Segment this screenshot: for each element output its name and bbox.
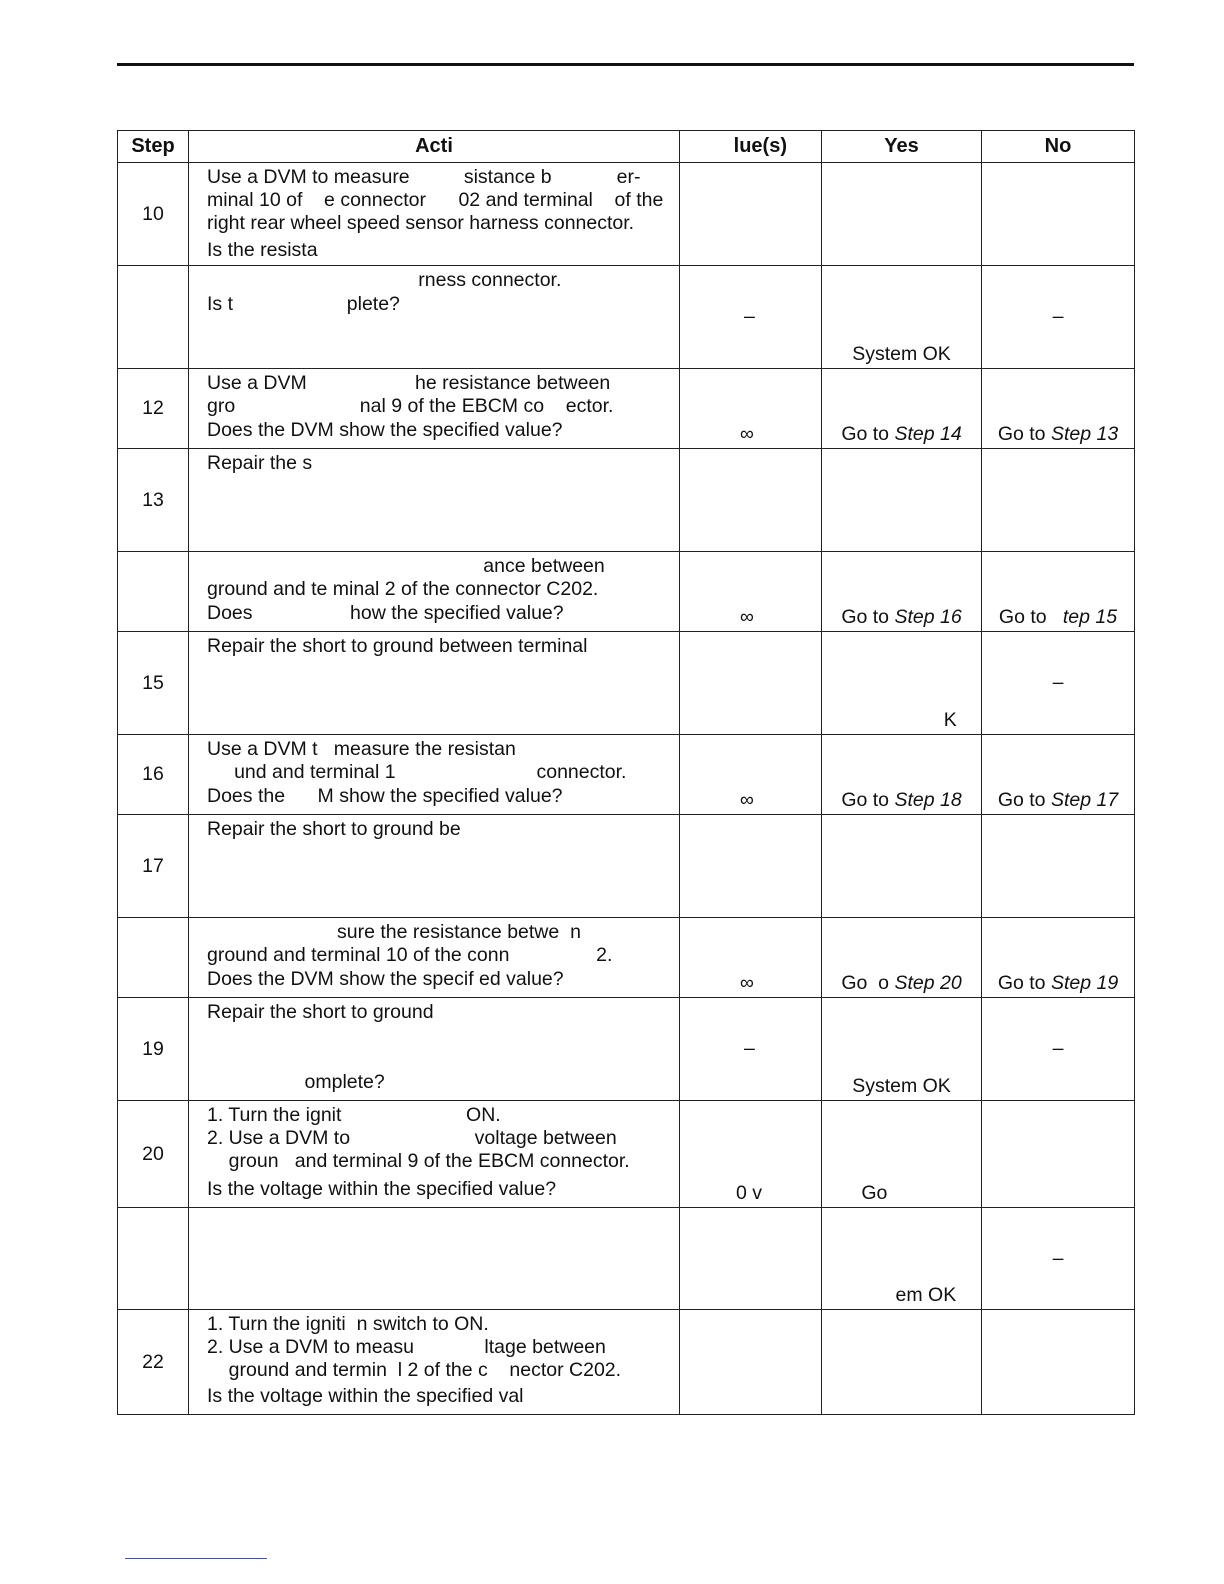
no-goto [982, 606, 1134, 629]
action-line: ground and termin l 2 of the c nector C202. [207, 1359, 622, 1381]
step-number: 13 [118, 449, 189, 552]
yes-result: K [846, 709, 957, 731]
table-row [118, 632, 1135, 735]
yes-cell [822, 163, 982, 266]
yes-cell [822, 449, 982, 552]
footer-link-rule [125, 1558, 267, 1559]
step-number [118, 918, 189, 998]
yes-cell [822, 369, 982, 449]
no-goto-prefix: Go to [998, 606, 1063, 628]
no-cell [982, 1310, 1135, 1415]
value-cell [680, 163, 822, 266]
action-cell [189, 998, 680, 1101]
action-cell [189, 1101, 680, 1208]
step-number: 15 [118, 632, 189, 735]
action-cell [189, 163, 680, 266]
table-row [118, 1101, 1135, 1208]
action-cell [189, 918, 680, 998]
yes-result: em OK [846, 1284, 957, 1306]
yes-cell [822, 1101, 982, 1208]
no-cell [982, 918, 1135, 998]
value-cell [680, 266, 822, 369]
no-step-link: tep 15 [1062, 606, 1118, 628]
no-dash: – [1052, 1247, 1064, 1269]
table-row [118, 1310, 1135, 1415]
no-step-link: Step 13 [1050, 423, 1119, 445]
action-line: ground and te minal 2 of the connector C202. [207, 578, 599, 600]
action-cell [189, 632, 680, 735]
yes-result: System OK [852, 1075, 951, 1097]
table-row [118, 266, 1135, 369]
action-line: Repair the short to ground be [207, 818, 461, 840]
yes-step-link: Step 14 [894, 423, 962, 445]
action-line: Use a DVM t measure the resistan [207, 738, 516, 760]
action-cell [189, 369, 680, 449]
no-cell [982, 449, 1135, 552]
no-goto [982, 789, 1134, 812]
header-no: No [982, 131, 1135, 163]
value-cell [680, 998, 822, 1101]
no-goto [982, 423, 1134, 446]
value-cell [680, 552, 822, 632]
yes-step-link: Step 20 [894, 972, 962, 994]
no-cell [982, 735, 1135, 815]
yes-cell [822, 918, 982, 998]
action-line: minal 10 of e connector 02 and terminal of the [207, 189, 664, 211]
action-question: Does the M show the specified value? [207, 785, 563, 807]
yes-goto [822, 423, 981, 446]
step-number: 10 [118, 163, 189, 266]
table-body [118, 163, 1135, 1415]
yes-cell [822, 735, 982, 815]
action-line: Use a DVM he resistance between [207, 372, 611, 394]
table-row [118, 735, 1135, 815]
action-line: 1. Turn the igniti n switch to ON. [207, 1313, 489, 1335]
yes-cell [822, 815, 982, 918]
yes-result: Go [861, 1182, 942, 1204]
no-dash: – [1052, 1037, 1064, 1060]
no-goto-prefix: Go to [997, 789, 1051, 811]
step-number [118, 266, 189, 369]
action-cell [189, 552, 680, 632]
step-number [118, 552, 189, 632]
action-cell [189, 1310, 680, 1415]
action-line: gro nal 9 of the EBCM co ector. [207, 395, 614, 417]
no-cell [982, 1101, 1135, 1208]
header-step: Step [118, 131, 189, 163]
value-cell [680, 632, 822, 735]
value-cell [680, 449, 822, 552]
no-dash: – [1052, 305, 1064, 328]
action-line: groun and terminal 9 of the EBCM connector. [207, 1150, 630, 1172]
action-cell [189, 815, 680, 918]
yes-goto [822, 789, 981, 812]
table-row [118, 369, 1135, 449]
action-line: Use a DVM to measure sistance b er- [207, 166, 641, 188]
action-line: sure the resistance betwe n [207, 921, 581, 943]
action-question: Does the DVM show the specif ed value? [207, 968, 564, 990]
table-row [118, 163, 1135, 266]
action-question: Is t plete? [207, 293, 400, 315]
step-number: 17 [118, 815, 189, 918]
action-question: omplete? [207, 1071, 385, 1093]
value-cell [680, 735, 822, 815]
action-question: Does how the specified value? [207, 602, 564, 624]
action-question: Is the voltage within the specified value? [207, 1178, 557, 1200]
specified-value: 0 v [736, 1182, 763, 1204]
no-step-link: Step 19 [1050, 972, 1119, 994]
value-cell [680, 815, 822, 918]
yes-cell [822, 1208, 982, 1310]
header-values: lue(s) [680, 131, 822, 163]
action-line: Repair the short to ground [207, 1001, 434, 1023]
table-row [118, 815, 1135, 918]
no-cell [982, 998, 1135, 1101]
header-rule [117, 63, 1134, 66]
table-row [118, 1208, 1135, 1310]
action-line: ance between [207, 555, 605, 577]
specified-value: ∞ [740, 423, 754, 445]
header-yes: Yes [822, 131, 982, 163]
value-cell [680, 369, 822, 449]
no-goto [982, 972, 1134, 995]
yes-goto [822, 972, 981, 995]
action-line: 2. Use a DVM to voltage between [207, 1127, 617, 1149]
no-cell [982, 632, 1135, 735]
step-number [118, 1208, 189, 1310]
action-line: Repair the s [207, 452, 313, 474]
action-line: Repair the short to ground between terminal [207, 635, 588, 657]
diagnostic-table [117, 130, 1135, 1415]
action-line: 1. Turn the ignit ON. [207, 1104, 501, 1126]
no-goto-prefix: Go to [997, 423, 1051, 445]
value-cell [680, 1208, 822, 1310]
table-row [118, 449, 1135, 552]
step-number: 22 [118, 1310, 189, 1415]
specified-value: ∞ [740, 789, 754, 811]
yes-cell [822, 552, 982, 632]
no-dash: – [1052, 671, 1064, 694]
action-cell [189, 449, 680, 552]
specified-value: ∞ [740, 606, 754, 628]
step-number: 12 [118, 369, 189, 449]
action-line: right rear wheel speed sensor harness connector. [207, 212, 635, 234]
yes-step-link: Step 16 [894, 606, 962, 628]
action-line: ground and terminal 10 of the conn 2. [207, 944, 613, 966]
value-dash: – [744, 1037, 755, 1060]
value-cell [680, 918, 822, 998]
action-cell [189, 266, 680, 369]
yes-goto-prefix: Go o [841, 972, 895, 994]
yes-result: System OK [852, 343, 951, 365]
step-number: 20 [118, 1101, 189, 1208]
yes-cell [822, 266, 982, 369]
no-goto-prefix: Go to [997, 972, 1051, 994]
step-number: 19 [118, 998, 189, 1101]
yes-step-link: Step 18 [894, 789, 962, 811]
table-row [118, 918, 1135, 998]
yes-cell [822, 1310, 982, 1415]
action-question: Is the voltage within the specified val [207, 1385, 524, 1407]
action-cell [189, 735, 680, 815]
step-number: 16 [118, 735, 189, 815]
yes-goto [822, 606, 981, 629]
table-header-row [118, 131, 1135, 163]
no-cell [982, 815, 1135, 918]
action-question: Is the resista [207, 239, 318, 261]
no-cell [982, 1208, 1135, 1310]
header-action: Acti [189, 131, 680, 163]
yes-goto-prefix: Go to [841, 789, 895, 811]
no-cell [982, 369, 1135, 449]
action-cell [189, 1208, 680, 1310]
yes-cell [822, 632, 982, 735]
no-cell [982, 552, 1135, 632]
table-row [118, 552, 1135, 632]
no-cell [982, 163, 1135, 266]
yes-goto-prefix: Go to [841, 606, 895, 628]
yes-cell [822, 998, 982, 1101]
value-cell [680, 1310, 822, 1415]
specified-value: ∞ [740, 972, 754, 994]
value-cell [680, 1101, 822, 1208]
action-line: rness connector. [207, 269, 562, 291]
action-question: Does the DVM show the specified value? [207, 419, 563, 441]
yes-goto-prefix: Go to [841, 423, 895, 445]
no-cell [982, 266, 1135, 369]
table-row [118, 998, 1135, 1101]
no-step-link: Step 17 [1050, 789, 1119, 811]
action-line: 2. Use a DVM to measu ltage between [207, 1336, 606, 1358]
action-line: und and terminal 1 connector. [207, 761, 627, 783]
value-dash: – [744, 305, 755, 328]
